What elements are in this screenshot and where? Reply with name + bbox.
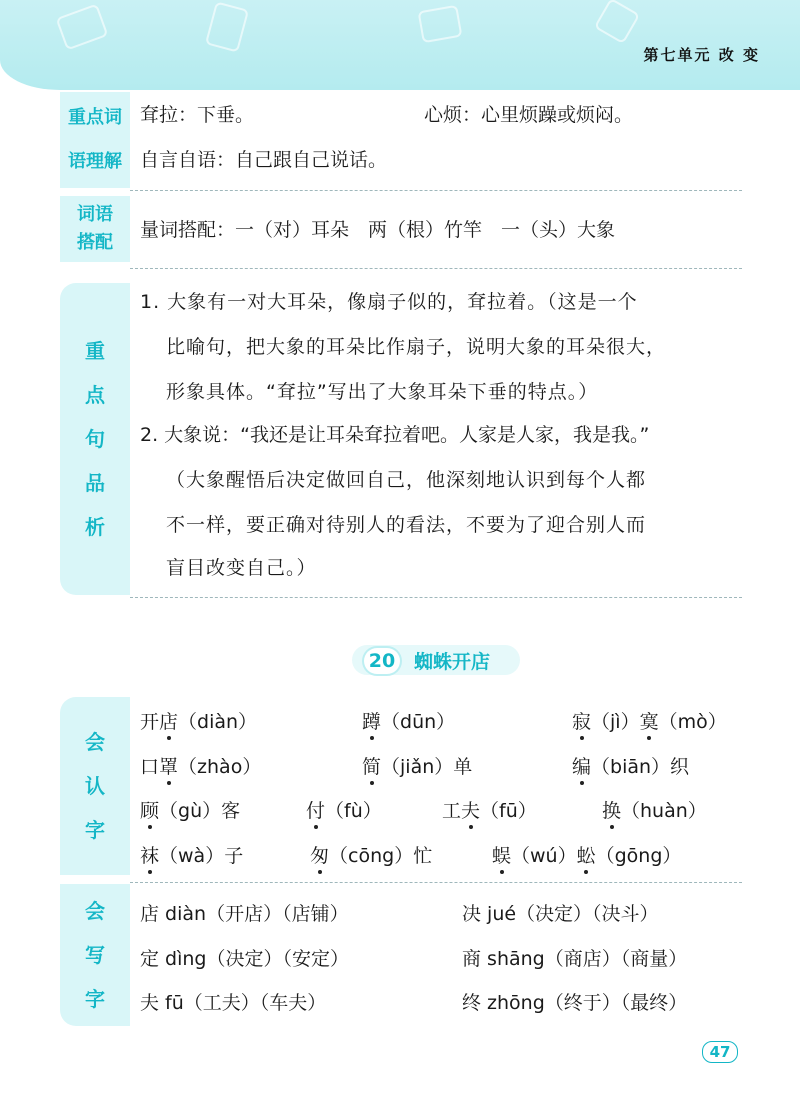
char-item <box>362 707 455 734</box>
char-text: 夫 <box>461 796 480 823</box>
divider <box>130 597 742 598</box>
char-item <box>442 796 537 823</box>
char-text: 寞 <box>640 707 659 734</box>
page-number: 47 <box>702 1041 738 1063</box>
label-char: 认 <box>85 774 105 798</box>
char-item <box>572 707 727 734</box>
divider <box>130 882 742 883</box>
char-pinyin: （gù）客 <box>159 800 241 822</box>
char-pinyin: （wú） <box>511 845 577 867</box>
decoration-shape <box>56 4 109 51</box>
char-item <box>306 796 382 823</box>
decoration-shape <box>205 1 249 52</box>
write-char-row-right: 终 zhōng（终于）（最终） <box>462 992 688 1014</box>
sentence-line: 盲目改变自己。） <box>166 557 317 579</box>
write-char-row-right: 决 jué（决定）（决斗） <box>462 903 659 925</box>
label-char: 字 <box>85 987 105 1011</box>
char-pinyin: （huàn） <box>621 800 707 822</box>
char-text: 袜 <box>140 841 159 868</box>
char-text: 匆 <box>310 841 329 868</box>
label-char: 写 <box>85 943 105 967</box>
key-word-ziyanziyu: 自言自语：自己跟自己说话。 <box>140 149 388 171</box>
char-text: 工 <box>442 800 462 822</box>
write-char-row-left: 定 dìng（决定）（安定） <box>140 948 349 970</box>
char-text: 换 <box>602 796 621 823</box>
char-item <box>602 796 707 823</box>
collocation-label-line: 词语 <box>77 204 113 225</box>
char-pinyin: （dūn） <box>381 711 456 733</box>
sentence-line: （大象醒悟后决定做回自己，他深刻地认识到每个人都 <box>166 469 647 491</box>
label-char: 点 <box>85 383 105 407</box>
lesson-title <box>364 647 490 674</box>
collocation-text: 量词搭配：一（对）耳朵 两（根）竹竿 一（头）大象 <box>140 219 616 241</box>
char-pinyin: （zhào） <box>178 756 262 778</box>
char-pinyin: （fù） <box>325 800 382 822</box>
char-pinyin: （gōng） <box>595 845 682 867</box>
collocation-label <box>60 196 130 262</box>
char-item <box>140 752 261 779</box>
label-char: 字 <box>85 818 105 842</box>
key-word-anla: 耷拉：下垂。 <box>140 104 255 126</box>
label-char: 会 <box>85 899 105 923</box>
char-text: 罩 <box>159 752 178 779</box>
label-char: 句 <box>85 427 105 451</box>
char-pinyin: （jì） <box>591 711 640 733</box>
char-item <box>572 752 689 779</box>
char-item <box>492 841 681 868</box>
char-pinyin: （cōng）忙 <box>329 845 433 867</box>
char-item <box>140 841 243 868</box>
decoration-shape <box>418 5 463 43</box>
char-pinyin: （jiǎn）单 <box>381 756 473 778</box>
char-pinyin: （wà）子 <box>159 845 244 867</box>
unit-title: 第七单元 改 变 <box>643 46 760 64</box>
sentence-line: 不一样，要正确对待别人的看法，不要为了迎合别人而 <box>166 514 647 536</box>
label-char: 品 <box>85 471 105 495</box>
lesson-name: 蜘蛛开店 <box>414 651 491 673</box>
char-text: 简 <box>362 752 381 779</box>
divider <box>130 268 742 269</box>
lesson-number: 20 <box>364 648 400 674</box>
header-banner <box>0 0 800 90</box>
sentence-line: 形象具体。“耷拉”写出了大象耳朵下垂的特点。） <box>166 381 599 403</box>
decoration-shape <box>594 0 640 44</box>
label-char: 会 <box>85 730 105 754</box>
char-pinyin: （diàn） <box>178 711 258 733</box>
sentence-line: 比喻句，把大象的耳朵比作扇子，说明大象的耳朵很大， <box>166 336 667 358</box>
char-text: 蜈 <box>492 841 511 868</box>
label-char: 析 <box>85 515 105 539</box>
key-words-label-line: 重点词 <box>68 107 122 128</box>
collocation-label-line: 搭配 <box>77 232 113 253</box>
char-pinyin: （mò） <box>658 711 727 733</box>
char-pinyin: （biān）织 <box>591 756 690 778</box>
char-item <box>140 796 240 823</box>
char-text: 口 <box>140 756 160 778</box>
key-word-xinfan: 心烦：心里烦躁或烦闷。 <box>424 104 634 126</box>
key-words-label-line: 语理解 <box>68 151 122 172</box>
char-text: 店 <box>159 707 178 734</box>
write-char-row-right: 商 shāng（商店）（商量） <box>462 948 688 970</box>
sentence-line: 1. 大象有一对大耳朵，像扇子似的，耷拉着。（这是一个 <box>140 291 638 313</box>
char-item <box>310 841 432 868</box>
char-text: 顾 <box>140 796 159 823</box>
char-text: 付 <box>306 796 325 823</box>
sentence-line: 2. 大象说：“我还是让耳朵耷拉着吧。人家是人家，我是我。” <box>140 424 650 446</box>
char-text: 编 <box>572 752 591 779</box>
recognize-chars-label <box>60 697 130 875</box>
char-text: 蚣 <box>577 841 596 868</box>
divider <box>130 190 742 191</box>
label-char: 重 <box>85 339 105 363</box>
write-char-row-left: 夫 fū（工夫）（车夫） <box>140 992 327 1014</box>
char-item <box>140 707 257 734</box>
char-text: 开 <box>140 711 160 733</box>
write-char-row-left: 店 diàn（开店）（店铺） <box>140 903 349 925</box>
sentence-analysis-label <box>60 283 130 595</box>
char-text: 蹲 <box>362 707 381 734</box>
char-pinyin: （fū） <box>480 800 537 822</box>
write-chars-label <box>60 884 130 1026</box>
char-text: 寂 <box>572 707 591 734</box>
char-item <box>362 752 472 779</box>
key-words-label <box>60 92 130 188</box>
